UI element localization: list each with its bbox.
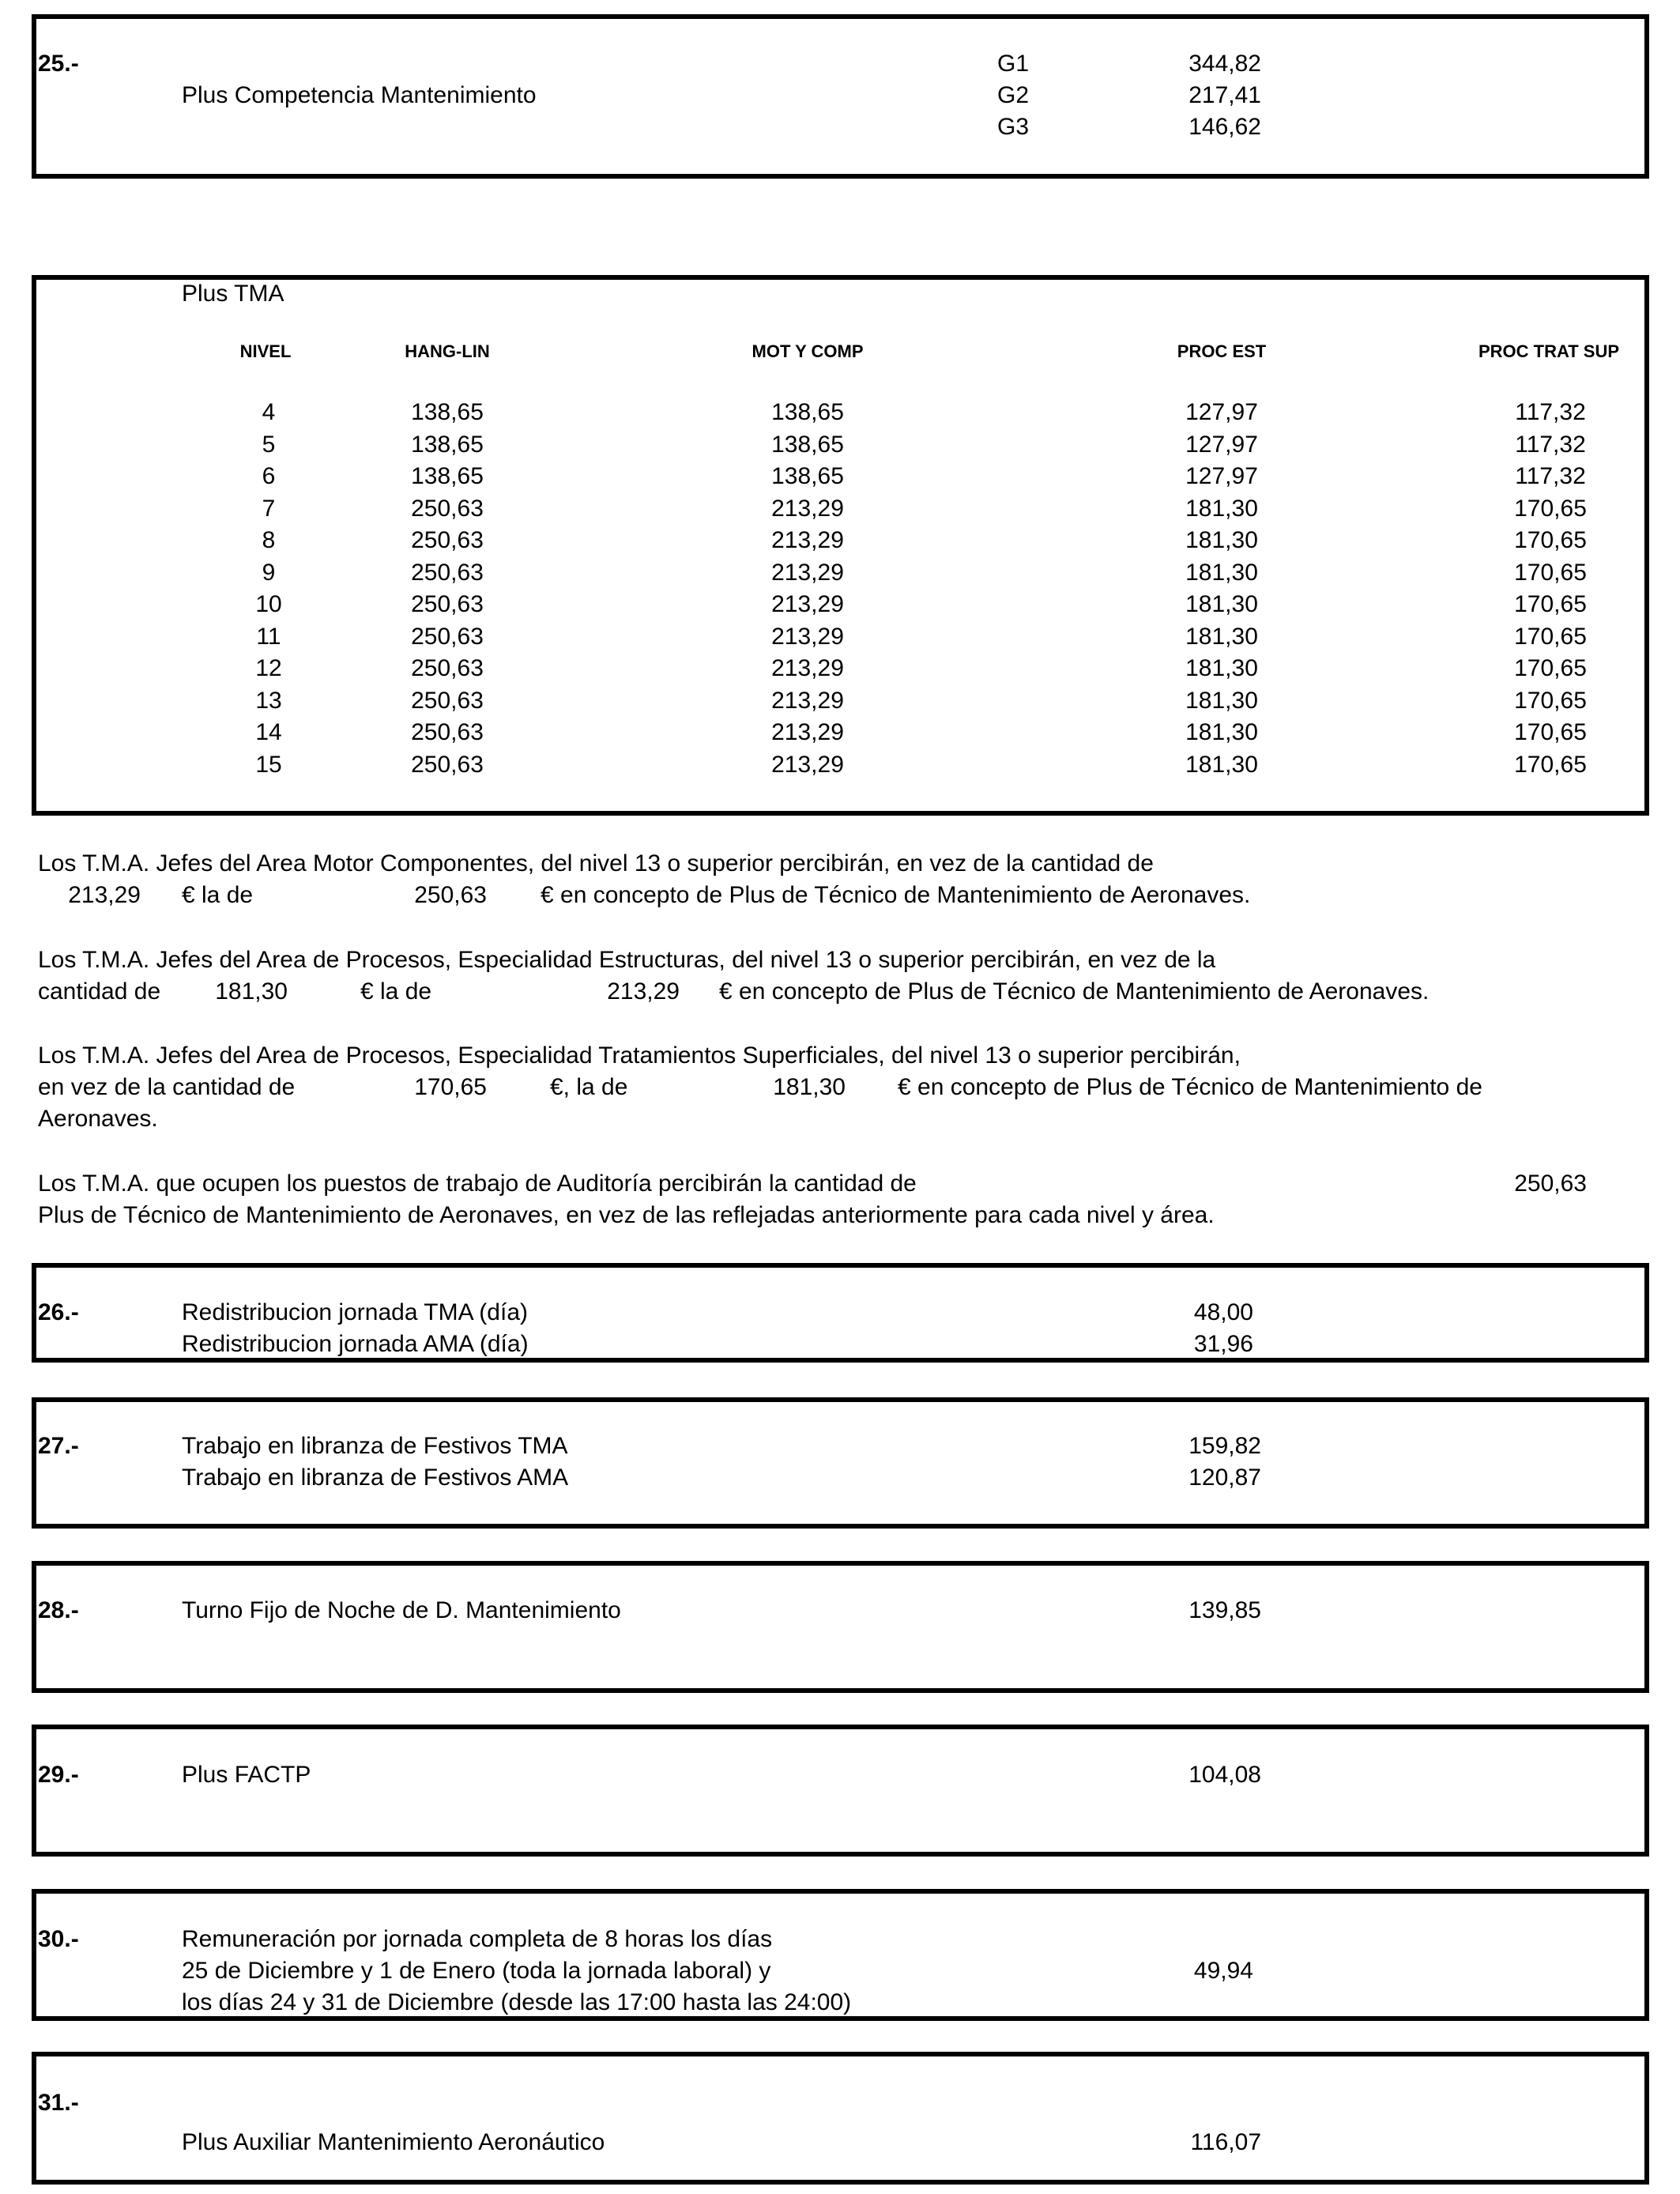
tma-cell-nivel: 13 — [255, 688, 282, 714]
note-1-text-1: € la de — [182, 882, 254, 908]
section-29-number: 29.- — [38, 1762, 79, 1788]
header-hang-lin: HANG-LIN — [405, 341, 490, 361]
tma-cell-mot-y-comp: 213,29 — [771, 624, 844, 650]
tma-cell-nivel: 10 — [255, 591, 282, 617]
header-proc-trat-sup: PROC TRAT SUP — [1478, 341, 1620, 361]
section-30-line-2: 25 de Diciembre y 1 de Enero (toda la jornada laboral) y — [182, 1958, 771, 1984]
section-27-value-1: 159,82 — [1188, 1433, 1261, 1459]
tma-cell-proc-trat-sup: 170,65 — [1514, 688, 1587, 714]
section-27-line-2: Trabajo en libranza de Festivos AMA — [182, 1465, 569, 1491]
tma-cell-hang-lin: 250,63 — [411, 591, 484, 617]
tma-cell-nivel: 7 — [262, 496, 276, 522]
tma-cell-proc-trat-sup: 170,65 — [1514, 752, 1587, 778]
tma-cell-proc-est: 181,30 — [1185, 560, 1258, 586]
group-g1-value: 344,82 — [1188, 51, 1261, 77]
section-30-value-1: 49,94 — [1193, 1958, 1253, 1984]
tma-cell-proc-est: 127,97 — [1185, 399, 1258, 425]
tma-cell-mot-y-comp: 213,29 — [771, 560, 844, 586]
note-3-text-0: en vez de la cantidad de — [38, 1074, 296, 1100]
tma-cell-proc-est: 181,30 — [1185, 688, 1258, 714]
note-2-value-2: 213,29 — [607, 978, 680, 1005]
tma-cell-proc-est: 181,30 — [1185, 624, 1258, 650]
tma-cell-mot-y-comp: 213,29 — [771, 496, 844, 522]
tma-cell-nivel: 11 — [256, 624, 281, 650]
note-3-text-1: €, la de — [550, 1074, 628, 1100]
tma-cell-proc-trat-sup: 170,65 — [1514, 655, 1587, 681]
section-30-line-1: Remuneración por jornada completa de 8 horas los días — [182, 1926, 773, 1952]
tma-cell-proc-trat-sup: 117,32 — [1515, 463, 1586, 489]
tma-cell-proc-est: 181,30 — [1185, 496, 1258, 522]
section-31-line-1: Plus Auxiliar Mantenimiento Aeronáutico — [182, 2129, 605, 2155]
tma-cell-proc-est: 181,30 — [1185, 719, 1258, 745]
tma-cell-nivel: 14 — [255, 719, 282, 745]
tma-cell-mot-y-comp: 138,65 — [771, 432, 844, 458]
section-30-line-3: los días 24 y 31 de Diciembre (desde las 17:00 hasta las 24:00) — [182, 1989, 852, 2015]
section-27-line-1: Trabajo en libranza de Festivos TMA — [182, 1433, 568, 1459]
section-26-value-2: 31,96 — [1193, 1331, 1253, 1357]
note-3-text-2: € en concepto de Plus de Técnico de Mantenimiento de — [898, 1074, 1482, 1100]
section-26-line-2: Redistribucion jornada AMA (día) — [182, 1331, 529, 1357]
tma-cell-nivel: 4 — [262, 399, 276, 425]
section-25-label: Plus Competencia Mantenimiento — [182, 82, 537, 108]
tma-cell-proc-est: 181,30 — [1185, 527, 1258, 553]
header-mot-y-comp: MOT Y COMP — [751, 341, 864, 361]
note-2-value-1: 181,30 — [215, 978, 288, 1005]
section-27-value-2: 120,87 — [1188, 1465, 1261, 1491]
tma-cell-mot-y-comp: 138,65 — [771, 463, 844, 489]
tma-cell-proc-trat-sup: 117,32 — [1515, 399, 1586, 425]
note-3-value-1: 170,65 — [414, 1074, 487, 1100]
note-3-line-1: Los T.M.A. Jefes del Area de Procesos, Especialidad Tratamientos Superficiales, del nivel 13 o superior percibirán, — [38, 1042, 1241, 1069]
tma-cell-proc-trat-sup: 170,65 — [1514, 560, 1587, 586]
section-26-number: 26.- — [38, 1299, 79, 1325]
tma-cell-hang-lin: 250,63 — [411, 688, 484, 714]
tma-cell-hang-lin: 138,65 — [411, 463, 484, 489]
note-4-value-1: 250,63 — [1514, 1171, 1587, 1197]
tma-cell-proc-trat-sup: 117,32 — [1515, 432, 1586, 458]
note-2-text-0: cantidad de — [38, 978, 161, 1005]
note-2-line-1: Los T.M.A. Jefes del Area de Procesos, Especialidad Estructuras, del nivel 13 o superior percibirán, en vez de la — [38, 947, 1216, 973]
section-27-box — [32, 1397, 1649, 1529]
tma-cell-mot-y-comp: 213,29 — [771, 591, 844, 617]
section-28-value-1: 139,85 — [1188, 1597, 1261, 1623]
section-31-box — [32, 2052, 1649, 2185]
section-26-value-1: 48,00 — [1193, 1299, 1253, 1325]
tma-cell-proc-est: 181,30 — [1185, 655, 1258, 681]
section-31-value-1: 116,07 — [1190, 2129, 1261, 2155]
section-29-value-1: 104,08 — [1188, 1762, 1261, 1788]
tma-cell-hang-lin: 250,63 — [411, 527, 484, 553]
tma-cell-mot-y-comp: 213,29 — [771, 752, 844, 778]
section-31-number: 31.- — [38, 2090, 79, 2116]
tma-cell-mot-y-comp: 213,29 — [771, 527, 844, 553]
note-3-value-2: 181,30 — [773, 1074, 846, 1100]
tma-cell-hang-lin: 250,63 — [411, 719, 484, 745]
tma-cell-mot-y-comp: 138,65 — [771, 399, 844, 425]
note-2-text-1: € la de — [360, 978, 432, 1005]
tma-cell-hang-lin: 250,63 — [411, 655, 484, 681]
section-29-box — [32, 1725, 1649, 1857]
tma-cell-proc-trat-sup: 170,65 — [1514, 591, 1587, 617]
plus-tma-title: Plus TMA — [182, 281, 284, 307]
section-28-box — [32, 1561, 1649, 1693]
tma-cell-proc-trat-sup: 170,65 — [1514, 624, 1587, 650]
tma-cell-proc-est: 127,97 — [1185, 463, 1258, 489]
tma-cell-nivel: 5 — [262, 432, 276, 458]
tma-cell-hang-lin: 138,65 — [411, 399, 484, 425]
note-1-text-2: € en concepto de Plus de Técnico de Mantenimiento de Aeronaves. — [541, 882, 1251, 908]
tma-cell-nivel: 6 — [262, 463, 276, 489]
section-27-number: 27.- — [38, 1433, 79, 1459]
note-2-text-2: € en concepto de Plus de Técnico de Mantenimiento de Aeronaves. — [719, 978, 1430, 1005]
group-g3-value: 146,62 — [1188, 114, 1261, 140]
tma-cell-hang-lin: 250,63 — [411, 752, 484, 778]
header-nivel: NIVEL — [239, 341, 292, 361]
note-4-line-2: Plus de Técnico de Mantenimiento de Aeronaves, en vez de las reflejadas anteriormente para cada nivel y área. — [38, 1202, 1215, 1228]
group-g3: G3 — [997, 114, 1030, 140]
tma-cell-mot-y-comp: 213,29 — [771, 719, 844, 745]
section-29-line-1: Plus FACTP — [182, 1762, 311, 1788]
tma-cell-hang-lin: 138,65 — [411, 432, 484, 458]
note-3-line-3: Aeronaves. — [38, 1106, 158, 1132]
tma-cell-proc-trat-sup: 170,65 — [1514, 527, 1587, 553]
section-25-number: 25.- — [38, 51, 79, 77]
note-4-line-1: Los T.M.A. que ocupen los puestos de trabajo de Auditoría percibirán la cantidad de — [38, 1171, 917, 1197]
tma-cell-proc-trat-sup: 170,65 — [1514, 496, 1587, 522]
tma-cell-hang-lin: 250,63 — [411, 496, 484, 522]
tma-cell-mot-y-comp: 213,29 — [771, 688, 844, 714]
note-1-line-1: Los T.M.A. Jefes del Area Motor Componentes, del nivel 13 o superior percibirán, en vez de la cantidad de — [38, 850, 1154, 876]
note-1-value-2: 250,63 — [414, 882, 487, 908]
tma-cell-nivel: 12 — [255, 655, 282, 681]
section-30-number: 30.- — [38, 1926, 79, 1952]
tma-cell-nivel: 9 — [262, 560, 276, 586]
group-g2: G2 — [997, 82, 1030, 108]
tma-cell-nivel: 8 — [262, 527, 276, 553]
header-proc-est: PROC EST — [1177, 341, 1267, 361]
note-1-value-1: 213,29 — [68, 882, 141, 908]
tma-cell-proc-trat-sup: 170,65 — [1514, 719, 1587, 745]
tma-cell-proc-est: 127,97 — [1185, 432, 1258, 458]
group-g2-value: 217,41 — [1188, 82, 1261, 108]
group-g1: G1 — [997, 51, 1030, 77]
tma-cell-proc-est: 181,30 — [1185, 591, 1258, 617]
section-28-number: 28.- — [38, 1597, 79, 1623]
tma-cell-hang-lin: 250,63 — [411, 624, 484, 650]
tma-cell-proc-est: 181,30 — [1185, 752, 1258, 778]
section-26-line-1: Redistribucion jornada TMA (día) — [182, 1299, 528, 1325]
section-28-line-1: Turno Fijo de Noche de D. Mantenimiento — [182, 1597, 621, 1623]
tma-cell-hang-lin: 250,63 — [411, 560, 484, 586]
tma-cell-nivel: 15 — [255, 752, 282, 778]
tma-cell-mot-y-comp: 213,29 — [771, 655, 844, 681]
